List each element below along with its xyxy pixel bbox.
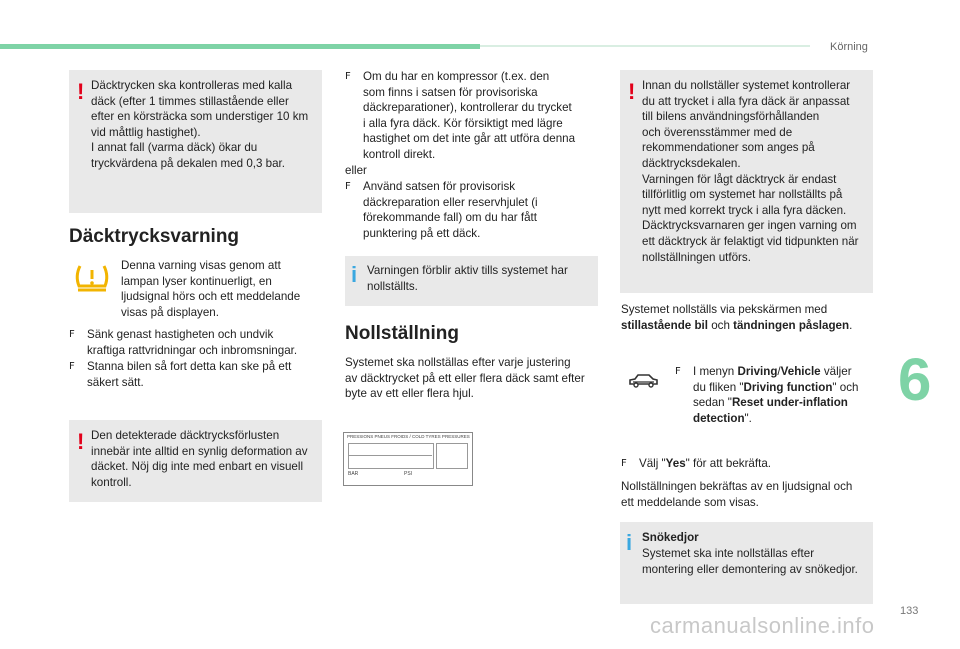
top-accent-bar	[0, 44, 480, 49]
list-item-text: Om du har en kompressor (t.ex. den som finns i satsen för provisoriska däckreparationer), kontrollerar du trycket i alla fyra däck. Kör försiktigt med lägre hastighet om det inte går att utföra denna kontroll direkt.	[363, 70, 576, 161]
label-unit-bar: BAR	[348, 471, 359, 477]
confirm-text: Nollställningen bekräftas av en ljudsignal och ett meddelande som visas.	[621, 480, 853, 509]
label-title: PRESSIONS PNEUS FROIDS / COLD TYRES PRESSURES	[347, 434, 470, 439]
chapter-number: 6	[898, 346, 932, 413]
label-divider	[348, 455, 432, 456]
bullet-symbol: F	[621, 458, 627, 469]
reset-intro-text: och	[707, 318, 734, 332]
list-item-text: Använd satsen för provisorisk däckreparation eller reservhjulet (i förekommande fall) om du har fått punktering på ett däck.	[363, 180, 538, 240]
info-box	[345, 256, 598, 306]
list-item	[345, 69, 605, 163]
bullet-symbol: F	[69, 329, 75, 340]
lamp-description: Denna varning visas genom att lampan lyser kontinuerligt, en ljudsignal hörs och ett meddelande visas på displayen.	[121, 259, 301, 319]
bullet-symbol: F	[675, 366, 681, 377]
list-item	[69, 327, 329, 358]
menu-text: I menyn	[693, 365, 738, 378]
warning-box-cold-tyres	[69, 70, 322, 213]
bullet-symbol: F	[69, 361, 75, 372]
menu-text: ".	[744, 411, 752, 425]
menu-bold: Vehicle	[780, 365, 821, 378]
bullet-symbol: F	[345, 181, 351, 192]
warning-text: Innan du nollställer systemet kontrollerar du att trycket i alla fyra däck är anpassat till bilens användningsförhållanden och överensstämmer med de rekommendationer som anges på däcktrycksdekalen. Varningen för lågt däcktryck är endast tillförlitlig om systemet har nollställts på nytt med korrekt tryck i alla fyra däcken. Däcktrycksvarnaren ger ingen varning om ett däcktryck är felaktigt vid tidpunkten när nollställningen utförs.	[642, 79, 859, 264]
list-item-text: Stanna bilen så fort detta kan ske på ett säkert sätt.	[87, 360, 292, 389]
label-table	[348, 443, 434, 469]
or-text: eller	[345, 164, 367, 177]
list-item	[621, 456, 881, 472]
heading-tyre-pressure-warning: Däcktrycksvarning	[69, 226, 240, 247]
menu-instruction	[693, 364, 885, 426]
reset-intro-bold: tändningen påslagen	[733, 318, 850, 332]
list-item-text	[639, 456, 881, 472]
menu-bold: Reset under-inflation detection	[693, 396, 848, 425]
car-icon	[627, 372, 659, 388]
menu-text: " och sedan "	[693, 380, 859, 410]
label-unit-psi: PSI	[404, 471, 413, 477]
snow-chains-title: Snökedjor	[642, 531, 699, 544]
list-item	[69, 359, 329, 390]
exclamation-icon: !	[77, 429, 85, 454]
page-number: 133	[900, 605, 919, 617]
list-item-text: Sänk genast hastigheten och undvik kraftiga rattvridningar och inbromsningar.	[87, 328, 298, 357]
yes-bold: Yes	[665, 457, 686, 470]
label-car-diagram	[436, 443, 468, 469]
reset-intro	[621, 302, 891, 333]
exclamation-icon: !	[77, 79, 85, 104]
warning-box-detection	[69, 420, 322, 502]
info-text: Varningen förblir aktiv tills systemet har nollställts.	[367, 264, 568, 293]
reset-intro-text: Systemet nollställs via pekskärmen med	[621, 303, 828, 316]
list-item	[345, 179, 605, 241]
reset-intro-bold: stillastående bil	[621, 318, 708, 332]
exclamation-icon: !	[628, 79, 636, 104]
warning-text: Däcktrycken ska kontrolleras med kalla däck (efter 1 timmes stillastående eller efter en körsträcka som understiger 10 km vid måttlig hastighet). I annat fall (varma däck) ökar du tryckvärdena på dekalen med 0,3 bar.	[91, 79, 309, 170]
list-item	[675, 364, 885, 426]
warning-text: Den detekterade däcktrycksförlusten innebär inte alltid en synlig deformation av däcket. Nöj dig inte med enbart en visuell kontroll.	[91, 429, 308, 489]
info-box-snow-chains	[620, 522, 873, 604]
menu-text: /	[777, 365, 781, 378]
reset-intro-text: .	[849, 318, 853, 332]
bullet-symbol: F	[345, 71, 351, 82]
info-icon: i	[626, 530, 633, 555]
watermark: carmanualsonline.info	[650, 613, 875, 638]
menu-bold: Driving	[737, 365, 778, 378]
warning-box-before-reset	[620, 70, 873, 293]
reset-description: Systemet ska nollställas efter varje justering av däcktrycket på ett eller flera däck samt efter byte av ett eller flera hjul.	[345, 356, 585, 401]
snow-chains-text: Systemet ska inte nollställas efter montering eller demontering av snökedjor.	[642, 547, 858, 576]
top-accent-line	[480, 45, 810, 47]
info-icon: i	[351, 262, 358, 287]
yes-text: Välj "	[639, 457, 666, 470]
tyre-pressure-label-image	[343, 432, 473, 486]
heading-reset: Nollställning	[345, 323, 459, 344]
yes-text: " för att bekräfta.	[685, 457, 771, 470]
menu-bold: Driving function	[743, 380, 833, 394]
menu-text: väljer du fliken "	[693, 365, 852, 394]
section-title: Körning	[830, 41, 868, 53]
tyre-pressure-warning-icon	[73, 262, 111, 294]
